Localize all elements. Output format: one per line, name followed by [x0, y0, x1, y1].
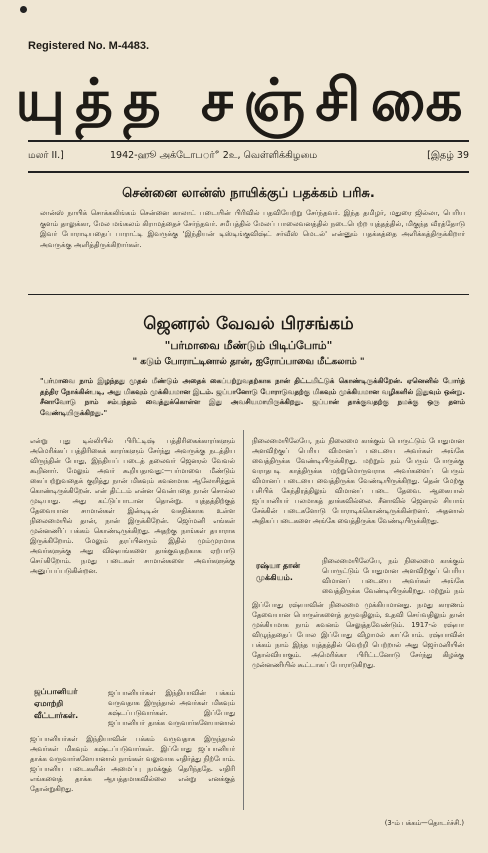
article1-rule — [28, 294, 469, 295]
header-bottom-rule — [28, 171, 469, 173]
article2-quote: " கடும் போராட்டினால் தான், ஐரோப்பாவை மீட்கலாம் " — [132, 357, 365, 367]
article2-headline: ஜெனரல் வேவல் பிரசங்கம் — [143, 314, 354, 334]
article2-column1-bottom: ஜப்பானியர்கள் இந்தியாவின் பக்கம் வருவதாக இருந்தால் அவர்கள் மிகவும் கஷ்டப்படுவார்கள். இப்போது ஜப்பானியர் தாக்க வருவார்களேயானால் நாங்கள் வலுவாக எதிர்த்து நிற்போம். ஜப்பானிய படைகளின் அமைப்பு நமக்குத் தெரிந்ததே. எதிரி எங்களைத் தாக்க ஆயத்தமாகவில்லை என்று எனக்குத் தோன்றுகிறது. — [30, 735, 235, 793]
article2-column2-side: நிலைமையிலேயே, நம் நிலைமை காக்கும் பொருட்டும் போதுமான அளவிற்குப் பெரிய விமானப் படையை அவர்கள் அங்கே வைத்திருக்க வேண்டியிருக்கிறது. மற்றும் நம் — [322, 557, 464, 595]
article2-subtitle: "பர்மாவை மீண்டும் பிடிப்போம்" — [164, 339, 333, 352]
registration-number: Registered No. M-4483. — [28, 40, 150, 52]
issue-date: 1942-ஹூ அக்டோபர்ீ 2உ, வெள்ளிக்கிழமை — [110, 150, 318, 161]
issue-number: [இதழ் 39 — [427, 150, 469, 161]
header-top-rule — [28, 140, 469, 142]
article2-lead: "பர்மாவை நாம் இழந்தது முதல் மீண்டும் அதைக் கைப்பற்றுவதற்காக நான் திட்டமிட்டுக் கொண்டிருக்கிறேன். ஏனெனில் போர்த் தந்திர நோக்கின்படி, அது மிகவும் முக்கியமான இடம். ஜப்பானோடு போராடுவதற்கு மிகவும் முக்கியமான வழிகளில் இதுவும் ஒன்று. சீனாவோடு நாம் சம்பந்தம் வைத்துக்கொள்ள இது அவசியமாயிருக்கிறது. ஜப்பான் தாக்குவதற்கு நமக்கு ஒரு தளம் வேண்டியிருக்கிறது." — [40, 377, 465, 417]
volume-number: மலர் II.] — [28, 150, 64, 161]
article2-column2-bottom: இப்போது ரஷ்யாவின் நிலைமை முக்கியமானது. நமது காரணம் தேவையான பொருள்களைத் தருவதிலும், உதவி செய்வதிலும் தான் முக்கியமாக நாம் கவனம் செலுத்தவேண்டும். 1917-ல் ரஷ்யா விழுந்ததைப் போல இப்போது விழாமல் காப்போம். ரஷ்யாவின் பக்கம் நாம் இந்த யுத்தத்தில் வெற்றி பெற்றால் அது ஜெர்மனியின் தோல்வியாகும். அமெரிக்கா பிரிட்டனோடு சேர்ந்து கிழக்கு முன்னணியில் கூட்டாகப் போராடுகிறது. — [252, 601, 464, 669]
article1-body: லான்ஸ் நாயிக் சொக்கலிங்கம் சென்னை காலாட் படையின் பிரிவில் பதவியேற்று சேர்ந்தவர். இந்த தமிழர், மதுரை ஜில்லா, பெரிய குளம் தாலுக்கா, மேல மங்கலம் கிராமத்தைச் சேர்ந்தவர். சமீபத்தில் மேலப் பாலைவனத்தில் நடைபெற்ற யுத்தத்தில், மிகுந்த வீரத்தோடு இவர் போராடியதைப் பாராட்டி இவருக்கு 'இந்தியன் டிஸ்டிங்குவிஷ்ட் சர்வீஸ் மெடல்' என்னும் பதக்கத்தை அளிக்கத்திருக்கிறார் அவருக்கு அளித்திருக்கிறார்கள். — [40, 209, 465, 249]
article2-column1-side: ஜப்பானியர்கள் இந்தியாவின் பக்கம் வருவதாக இருந்தால் அவர்கள் மிகவும் கஷ்டப்படுவார்கள். இப்போது ஜப்பானியர் தாக்க வருவார்களேயானால் — [108, 689, 235, 727]
masthead-title: யுத்த சஞ்சிகை — [15, 66, 473, 134]
punch-hole-mark — [20, 6, 27, 13]
continued-note: (3-ம் பக்கம்—தொடர்ச்சி.) — [384, 819, 464, 827]
article2-column2-text: நிலைமையிலேயே, நம் நிலைமை காக்கும் பொருட்டும் போதுமான அளவிற்குப் பெரிய விமானப் படையை அவர்கள் அங்கே வைத்திருக்க வேண்டியிருக்கிறது. மற்றும் நம் பேரும் போருக்கு வராதபடி காத்திருக்க மற்றுமொருவராக அவர்களைப் பெரும் விமானப் படையை வைத்திருக்க வேண்டியிருக்கிறது. தென் மேற்கு பசிபிக் கேந்திரத்திலும் விமானப் படை தேவை. ஆகையால் ஜப்பானியர் பலமாகத் தாக்கவில்லை. சீனாவில் ஜெனரல் சியாங் சேக்கின் படைகளோடு போராடிக்கொண்டிருக்கின்றனர். அதனால் அதிகப் படைகளை அங்கே வைத்திருக்க வேண்டியிருக்கிறது. — [252, 437, 464, 525]
subheading-russia: ரஷ்யா தான் முக்கியம். — [256, 561, 301, 582]
article2-column1-text: என்று புது டில்லியில் பிரிட்டிஷ் பத்திரிகைக்காரர்களும் அமெரிக்கப் பத்திரிகைக் காரர்களும் சேர்ந்து அவருக்கு நடத்திய விருந்தின் போது, இந்தியப் படைத் தலைவர் ஜெனரல் வேவல் கூறினார். மேலும் அவர் கூறியதாவது:—பர்மாவை மீண்டும் கைப்பற்றுவதைக் குறித்து நான் மிகவும் கவனமாக ஆலோசித்துக் கொண்டிருக்கிறேன். என் திட்டம் என்ன வென்பதை நான் சொல்ல முடியாது. அது கட்டுப்பாடான தொன்று. யுத்தத்திற்குத் தேவையான சாமான்கள் இன்டிடின் வசதிக்காக உள்ள நிலைமையில் தான், நான் இருக்கிறேன். ஜெர்மனி எங்கள் முன்னணிப் பக்கம் கொண்டிருக்கிறது. அதற்கு நாங்கள் தயாராக இருக்கிறோம். மேலும் தரப்பினரும் இதில் மும்முரமாக அவர்களுக்கு அது விஷயங்களை தாக்குவதற்காக ஏற்பாடு செய்கிறோம். நமது படைகள் சாமான்களை அவர்களுக்கு அனுப்பப்படுகின்றன. — [30, 437, 235, 575]
subheading-japanese: ஜப்பானியர் ஏமாற்றி வீட்டார்கள். — [34, 687, 79, 720]
article1-headline: சென்னை லான்ஸ் நாயிக்குப் பதக்கம் பரிசு. — [122, 186, 375, 201]
column-divider — [243, 430, 244, 810]
